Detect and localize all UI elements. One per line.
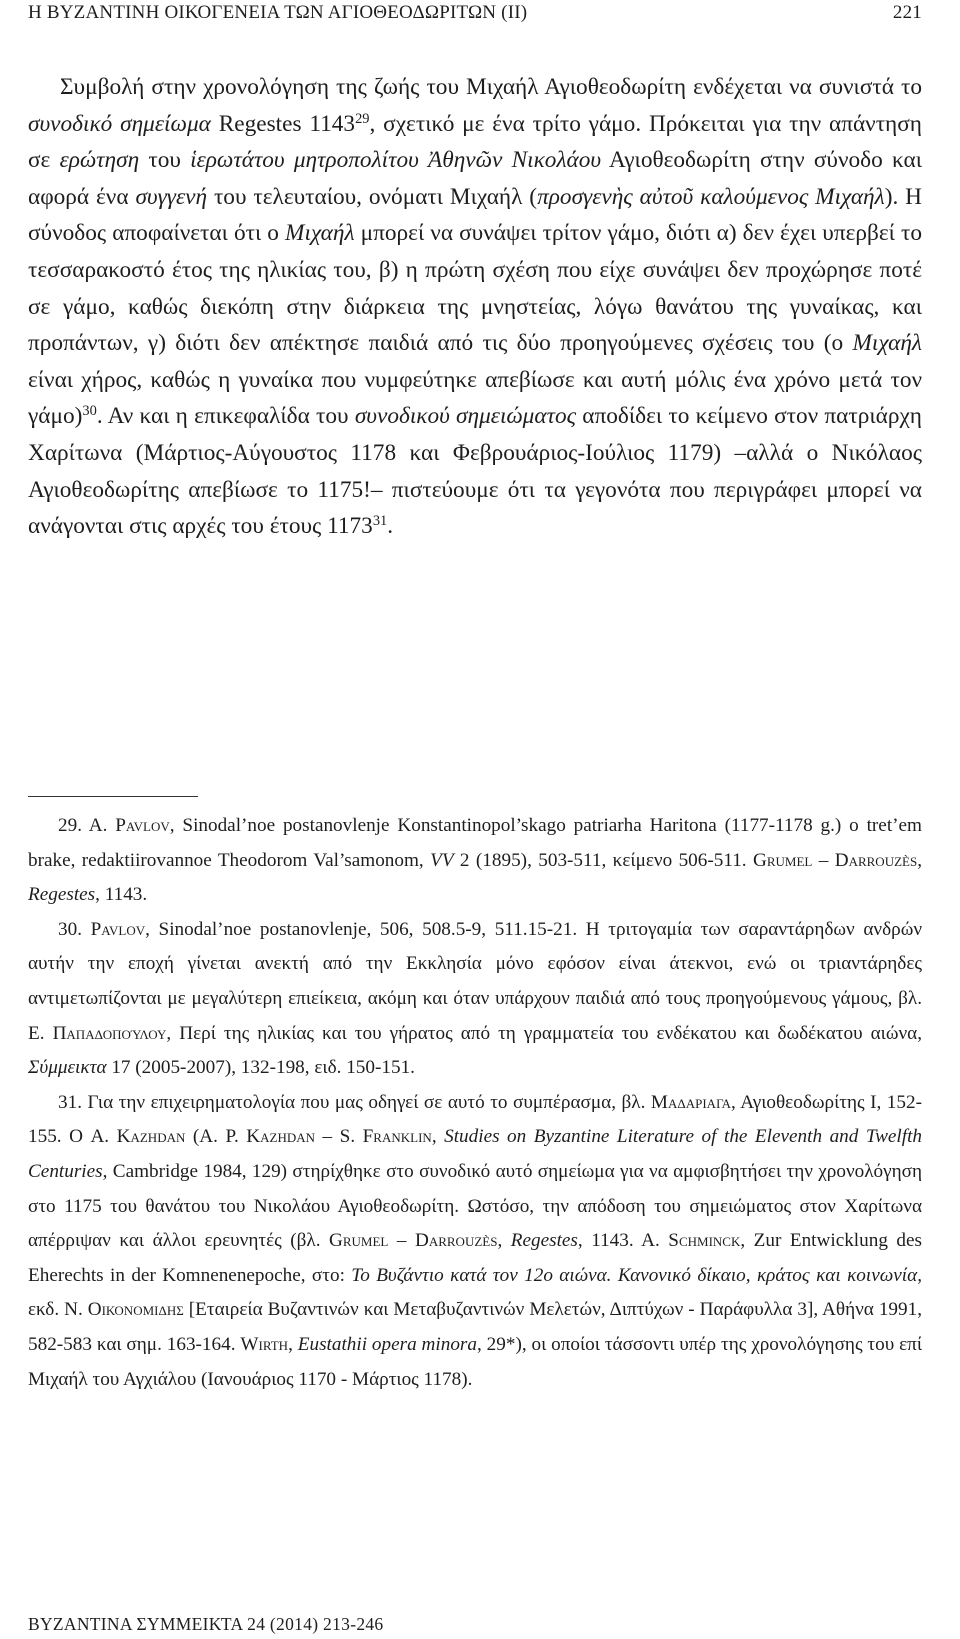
text-run: 29. A. (58, 815, 116, 836)
text-run: 17 (2005-2007), 132-198, ειδ. 150-151. (106, 1057, 415, 1079)
text-run-italic: συνοδικό σημείωμα (28, 110, 211, 137)
text-run: (A. P. (185, 1126, 247, 1148)
text-run: Αγιοθεοδωρίτη στην σύνοδο και αφορά ένα (28, 147, 922, 210)
author-name: Pavlov (90, 918, 146, 940)
text-run-italic: Το Βυζάντιο κατά τον 12ο αιώνα. Κανονικό δίκαιο, κράτος και κοινωνία (351, 1264, 918, 1286)
text-run: ). Η σύνοδος αποφαίνεται ότι ο (28, 183, 922, 247)
text-run: Συμβολή στην χρονολόγηση της ζωής του Μιχαήλ Αγιοθεοδωρίτη ενδέχεται να συνιστά το (60, 74, 922, 100)
text-run: , Cambridge 1984, 129) στηρίχθηκε στο συνοδικό αυτό σημείωμα για να αμφισβητήσει την χρονολόγηση στο 1175 του θανάτου του Νικολάου Αγιοθεοδωρίτη. Ωστόσο, την απόδοση του σημειώματος στον Χαρίτωνα απέρριψαν και άλλοι ερευνητές (βλ. (28, 1160, 922, 1252)
text-run: , 1143. (95, 884, 148, 906)
footnotes (28, 809, 922, 1397)
footnote-ref-30: 30 (82, 403, 97, 420)
author-name: Franklin (362, 1126, 432, 1148)
text-run-italic: Σύμμεικτα (28, 1057, 107, 1079)
text-run: , 29*), οι οποίοι τάσσοντι υπέρ της χρονολόγησης του επί Μιχαήλ του Αγχιάλου (Ιανουάριος 1170 - Μάρτιος 1178). (28, 1333, 923, 1390)
text-run-italic: συνοδικού σημειώματος (354, 403, 577, 430)
author-name: Οικονομιδης (87, 1299, 184, 1321)
text-run: , (431, 1126, 445, 1148)
footnote-ref-31: 31 (372, 513, 388, 530)
text-run: [Εταιρεία Βυζαντινών και Μεταβυζαντινών Μελετών, Διπτύχων - Παράφυλλα 3], Αθήνα 1991, 582-583 και σημ. 163-164. (28, 1299, 922, 1355)
author-name: Μαδαριαγα (650, 1091, 731, 1113)
text-run-italic: ἱερωτάτου μητροπολίτου Ἀθηνῶν Νικολάου (190, 147, 602, 174)
footnote-ref-29: 29 (355, 110, 370, 127)
text-run: . Αν και η επικεφαλίδα του (96, 403, 355, 430)
author-name: Kazhdan (246, 1126, 316, 1148)
text-run-italic: συγγενή (135, 183, 208, 210)
text-run: Regestes 1143 (210, 110, 356, 137)
author-name: Kazhdan (116, 1126, 186, 1148)
text-run: , εκδ. Ν. (28, 1264, 922, 1321)
running-title: Η ΒΥΖΑΝΤΙΝΗ ΟΙΚΟΓΕΝΕΙΑ ΤΩΝ ΑΓΙΟΘΕΟΔΩΡΙΤΩΝ (ΙΙ) (28, 2, 528, 23)
text-run: , Περί της ηλικίας και του γήρατος από τη γραμματεία του ενδέκατου και δωδέκατου αιώνα, (166, 1022, 922, 1044)
text-run-italic: Eustathii opera minora (297, 1333, 477, 1355)
text-run: , Zur Entwicklung des Eherechts in der Komnenenepoche, στο: (28, 1230, 923, 1286)
text-run-italic: Regestes (510, 1230, 578, 1252)
text-run: μπορεί να συνάψει τρίτον γάμο, διότι α) δεν έχει υπερβεί το τεσσαρακοστό έτος της ηλικίας του, β) η πρώτη σχέση που είχε συνάψει δεν προχώρησε ποτέ σε γάμο, καθώς διεκόπη στην διάρκεια της μνηστείας, λόγω θανάτου της γυναίκας, και προπάντων, γ) διότι δεν απέκτησε παιδιά από τις δύο προηγούμενες σχέσεις του (ο (28, 220, 922, 357)
text-run-italic: Regestes (28, 884, 96, 906)
text-run: αποδίδει το κείμενο στον πατριάρχη Χαρίτωνα (Μάρτιος-Αύγουστος 1178 και Φεβρουάριος-Ιούλιος 1179) –αλλά ο Νικόλαος Αγιοθεοδωρίτης απεβίωσε το 1175!– πιστεύουμε ότι τα γεγονότα που περιγράφει μπορεί να ανάγονται στις αρχές του έτους 1173 (28, 403, 922, 540)
text-run-italic: Μιχαήλ (285, 220, 355, 247)
author-name: Grumel – Darrouzès (753, 849, 918, 871)
text-run: 2 (1895), 503-511, κείμενο 506-511. (453, 849, 753, 871)
author-name: Schminck (668, 1230, 741, 1252)
text-run-italic: Μιχαήλ (852, 330, 922, 357)
text-run: , Sinodal’noe postanovlenje, 506, 508.5-9, 511.15-21. Η τριτογαμία των σαραντάρηδων ανδρών αυτήν την εποχή γίνεται ανεκτή από την Εκκλησία μόνο εφόσον είναι άτεκνοι, ενώ οι τριαντάρηδες αντιμετωπίζονται με μεγαλύτερη επιείκεια, ακόμη και όταν υπάρχουν παιδιά από τους προηγούμενους γάμους, βλ. Ε. (28, 918, 923, 1044)
text-run: , σχετικό με ένα τρίτο γάμο. Πρόκειται για την απάντηση σε (28, 110, 922, 174)
author-name: Wirth (240, 1333, 289, 1355)
author-name: Pavlov (115, 815, 170, 836)
author-name: Παπαδοπούλου (52, 1022, 167, 1044)
text-run: . (387, 513, 394, 540)
text-run: , Sinodal’noe postanovlenje Konstantinopol’skago patriarha Haritona (1177-1178 g.) o tret’em brake, redaktiirovannoe Theodorom Val’samonom, (28, 815, 922, 871)
running-header (28, 2, 922, 24)
text-run: , Αγιοθεοδωρίτης Ι, 152-155. Ο A. (28, 1091, 922, 1148)
text-run: , (917, 849, 922, 871)
text-run-italic: ερώτηση (59, 147, 140, 174)
page-number: 221 (892, 2, 922, 23)
text-run: είναι χήρος, καθώς η γυναίκα που νυμφεύτηκε απεβίωσε και αυτή μόλις ένα χρόνο μετά τον γάμο) (28, 366, 922, 430)
text-run: 31. Για την επιχειρηματολογία που μας οδηγεί σε αυτό το συμπέρασμα, βλ. (58, 1091, 651, 1113)
text-run-italic: Studies on Byzantine Literature of the Eleventh and Twelfth Centuries (28, 1126, 923, 1182)
footnote-31 (28, 1086, 922, 1397)
journal-footer: ΒΥΖΑΝΤΙΝΑ ΣΥΜΜΕΙΚΤΑ 24 (2014) 213-246 (28, 1614, 384, 1634)
main-paragraph (28, 69, 922, 545)
text-run: , 1143. A. (577, 1230, 669, 1252)
text-run: , (497, 1230, 511, 1252)
text-run: – S. (315, 1126, 363, 1148)
footnote-30 (28, 913, 922, 1086)
text-run-italic: VV (430, 849, 454, 871)
footnote-29 (28, 809, 922, 913)
text-run: του (139, 147, 191, 174)
text-run-italic: προσγενὴς αὐτοῦ καλούμενος Μιχαήλ (537, 183, 885, 210)
author-name: Grumel – Darrouzès (329, 1230, 498, 1252)
footnote-separator (28, 796, 198, 797)
text-run: του τελευταίου, ονόματι Μιχαήλ ( (207, 183, 538, 210)
text-run: 30. (58, 918, 91, 940)
text-run: , (288, 1333, 298, 1355)
